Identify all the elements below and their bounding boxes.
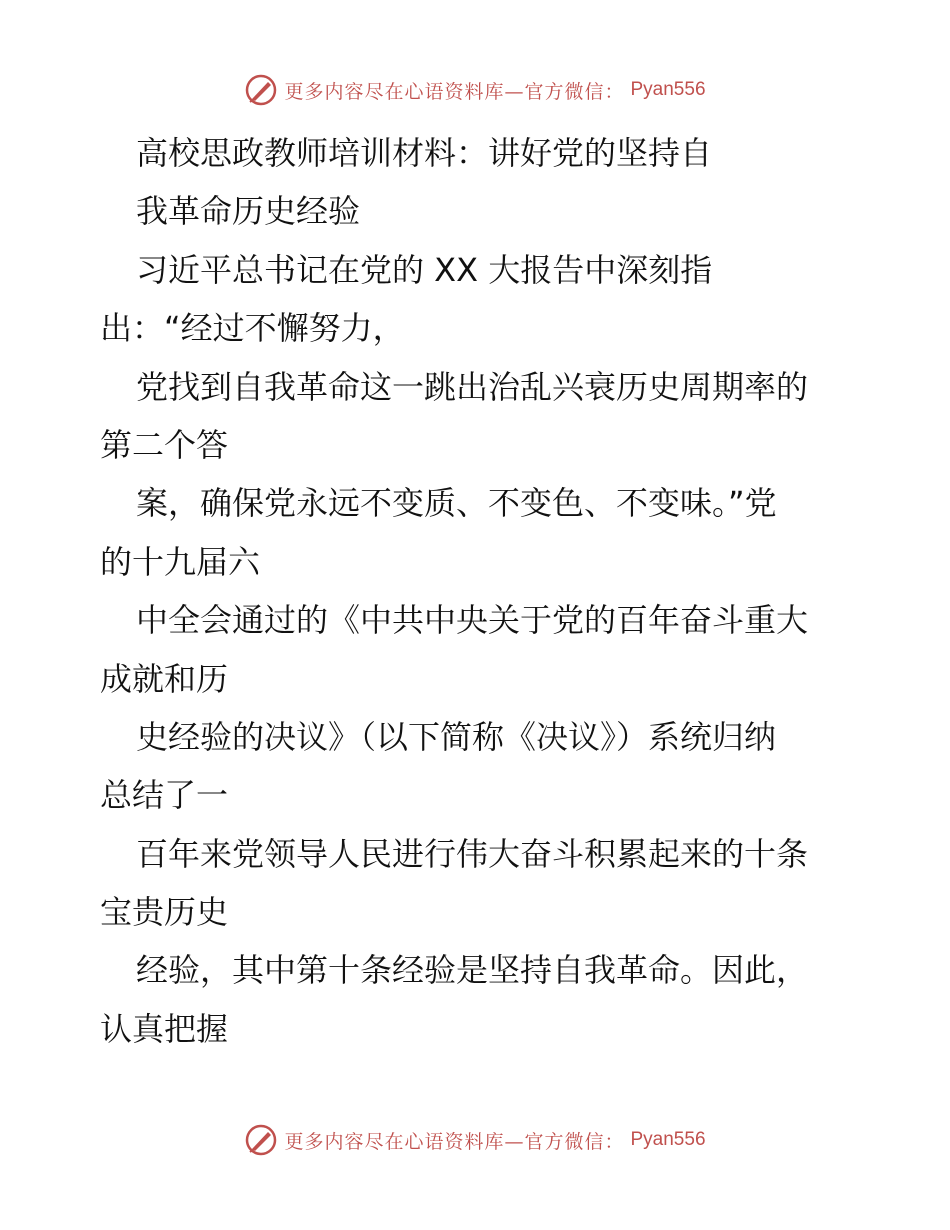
footer-banner — [0, 1120, 950, 1160]
text-line: 史经验的决议》（以下简称《决议》）系统归纳 — [136, 717, 777, 756]
red-quill-logo-icon — [244, 73, 278, 107]
text-line: 经验，其中第十条经验是坚持自我革命。因此， — [136, 951, 809, 990]
banner-wechat-id: Pyan556 — [630, 1129, 706, 1150]
text-line: 认真把握 — [100, 1009, 229, 1048]
text-line: 总结了一 — [100, 776, 229, 815]
text-line: 成就和历 — [100, 659, 229, 698]
text-line: 习近平总书记在党的 XX 大报告中深刻指 — [136, 250, 713, 289]
text-line: 的十九届六 — [100, 542, 261, 581]
text-line: 百年来党领导人民进行伟大奋斗积累起来的十条 — [136, 834, 809, 873]
text-line: 中全会通过的《中共中央关于党的百年奋斗重大 — [136, 601, 809, 640]
text-line: 出：“经过不懈努力， — [100, 309, 405, 348]
text-line: 高校思政教师培训材料：讲好党的坚持自 — [136, 134, 713, 172]
banner-text: 更多内容尽在心语资料库—官方微信： — [284, 1130, 625, 1153]
text-line: 我革命历史经验 — [136, 192, 361, 231]
text-line: 第二个答 — [100, 425, 229, 464]
header-banner — [0, 70, 950, 110]
text-line: 宝贵历史 — [100, 893, 229, 932]
document-body — [100, 124, 860, 1058]
banner-wechat-id: Pyan556 — [630, 79, 706, 100]
red-quill-logo-icon — [244, 1123, 278, 1157]
text-line: 党找到自我革命这一跳出治乱兴衰历史周期率的 — [136, 367, 809, 406]
text-line: 案，确保党永远不变质、不变色、不变味。”党 — [136, 484, 777, 523]
banner-text: 更多内容尽在心语资料库—官方微信： — [284, 80, 625, 103]
